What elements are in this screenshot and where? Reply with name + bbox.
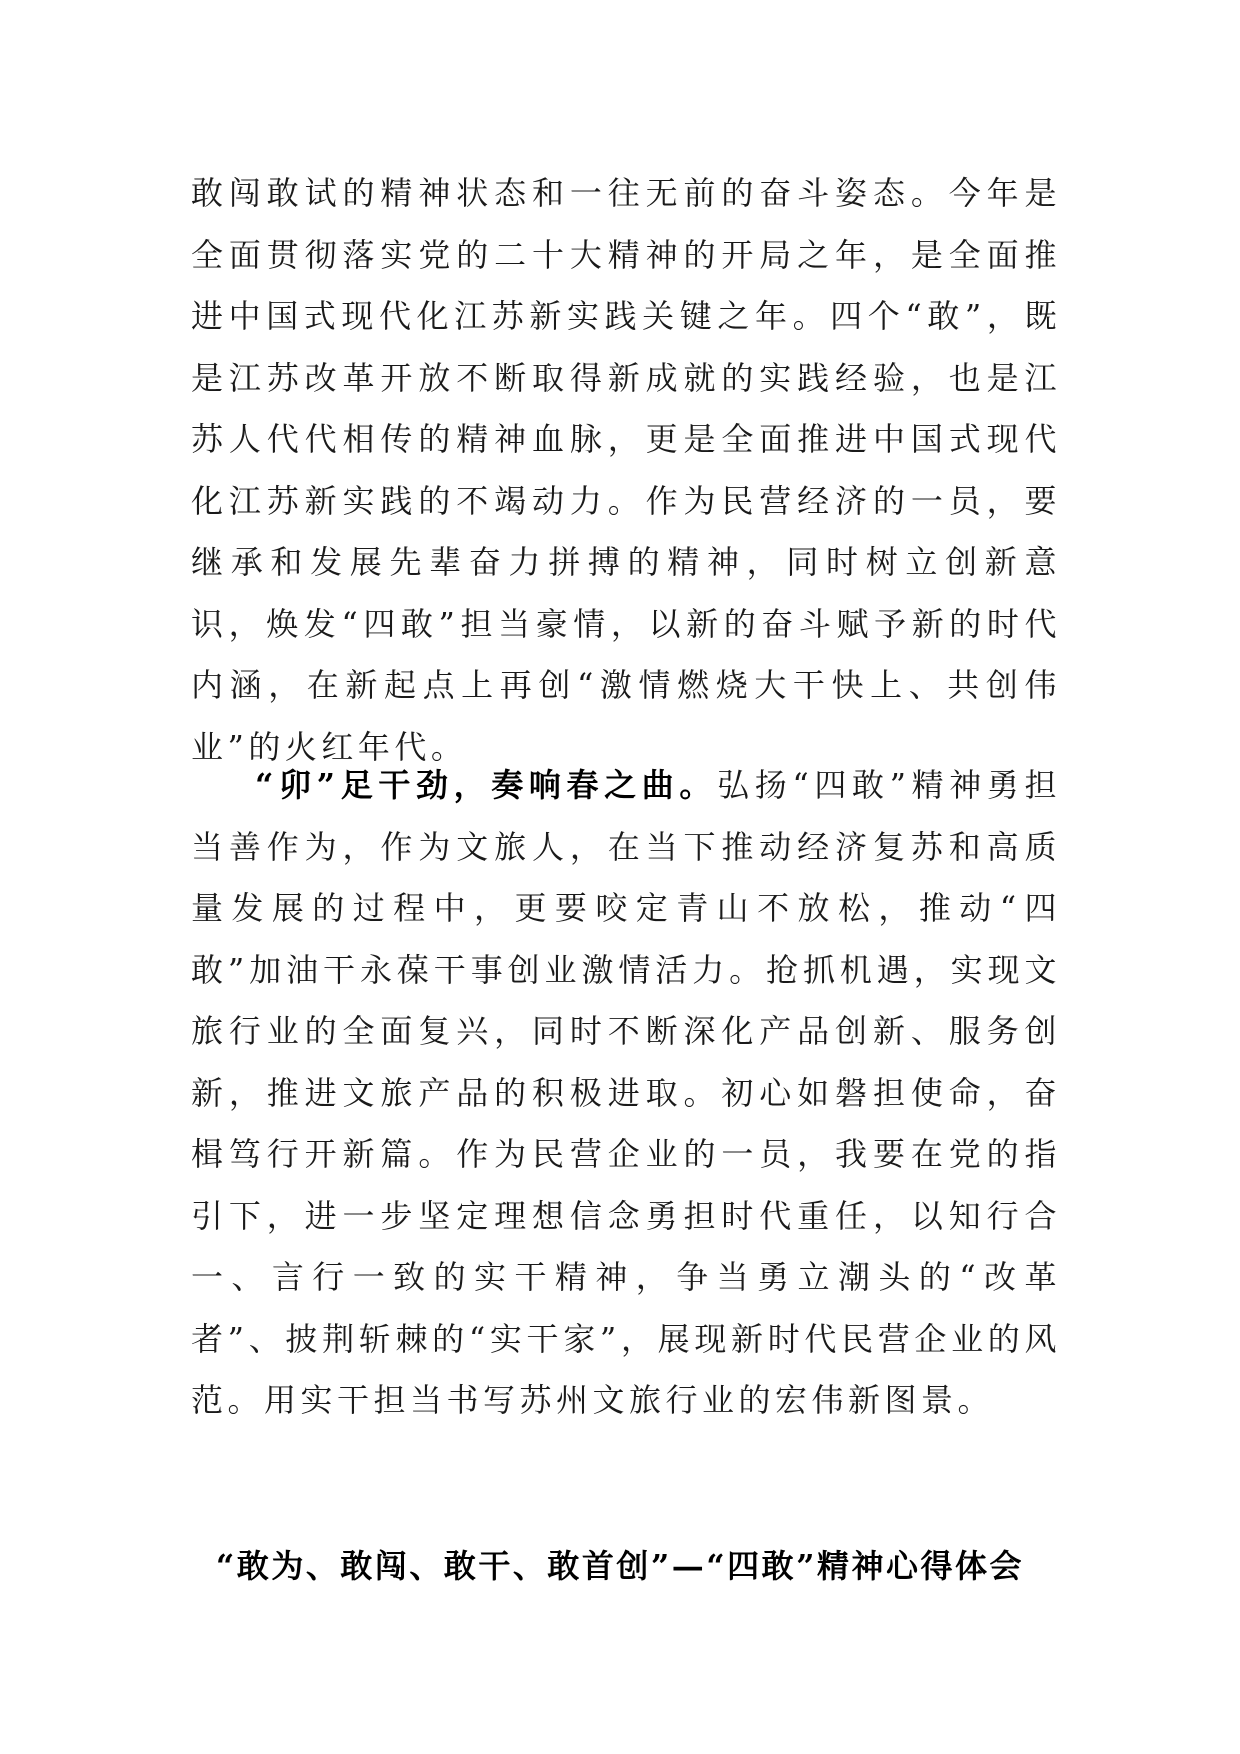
body-paragraph-1 [191,163,1061,778]
paragraph-2-lead: “卯”足干劲，奏响春之曲。 [255,766,718,804]
body-paragraph-2 [191,755,1061,1432]
paragraph-1-text: 敢闯敢试的精神状态和一往无前的奋斗姿态。今年是全面贯彻落实党的二十大精神的开局之年，是全面推进中国式现代化江苏新实践关键之年。四个“敢”，既是江苏改革开放不断取得新成就的实践经验，也是江苏人代代相传的精神血脉，更是全面推进中国式现代化江苏新实践的不竭动力。作为民营经济的一员，要继承和发展先辈奋力拼搏的精神，同时树立创新意识，焕发“四敢”担当豪情，以新的奋斗赋予新的时代内涵，在新起点上再创“激情燃烧大干快上、共创伟业”的火红年代。 [191,174,1061,766]
paragraph-2-text [191,755,1061,1432]
section-title: “敢为、敢闯、敢干、敢首创”—“四敢”精神心得体会 [215,1547,1025,1585]
paragraph-2-body: 弘扬“四敢”精神勇担当善作为，作为文旅人，在当下推动经济复苏和高质量发展的过程中，更要咬定青山不放松，推动“四敢”加油干永葆干事创业激情活力。抢抓机遇，实现文旅行业的全面复兴，同时不断深化产品创新、服务创新，推进文旅产品的积极进取。初心如磐担使命，奋楫笃行开新篇。作为民营企业的一员，我要在党的指引下，进一步坚定理想信念勇担时代重任，以知行合一、言行一致的实干精神，争当勇立潮头的“改革者”、披荆斩棘的“实干家”，展现新时代民营企业的风范。用实干担当书写苏州文旅行业的宏伟新图景。 [191,766,1061,1419]
